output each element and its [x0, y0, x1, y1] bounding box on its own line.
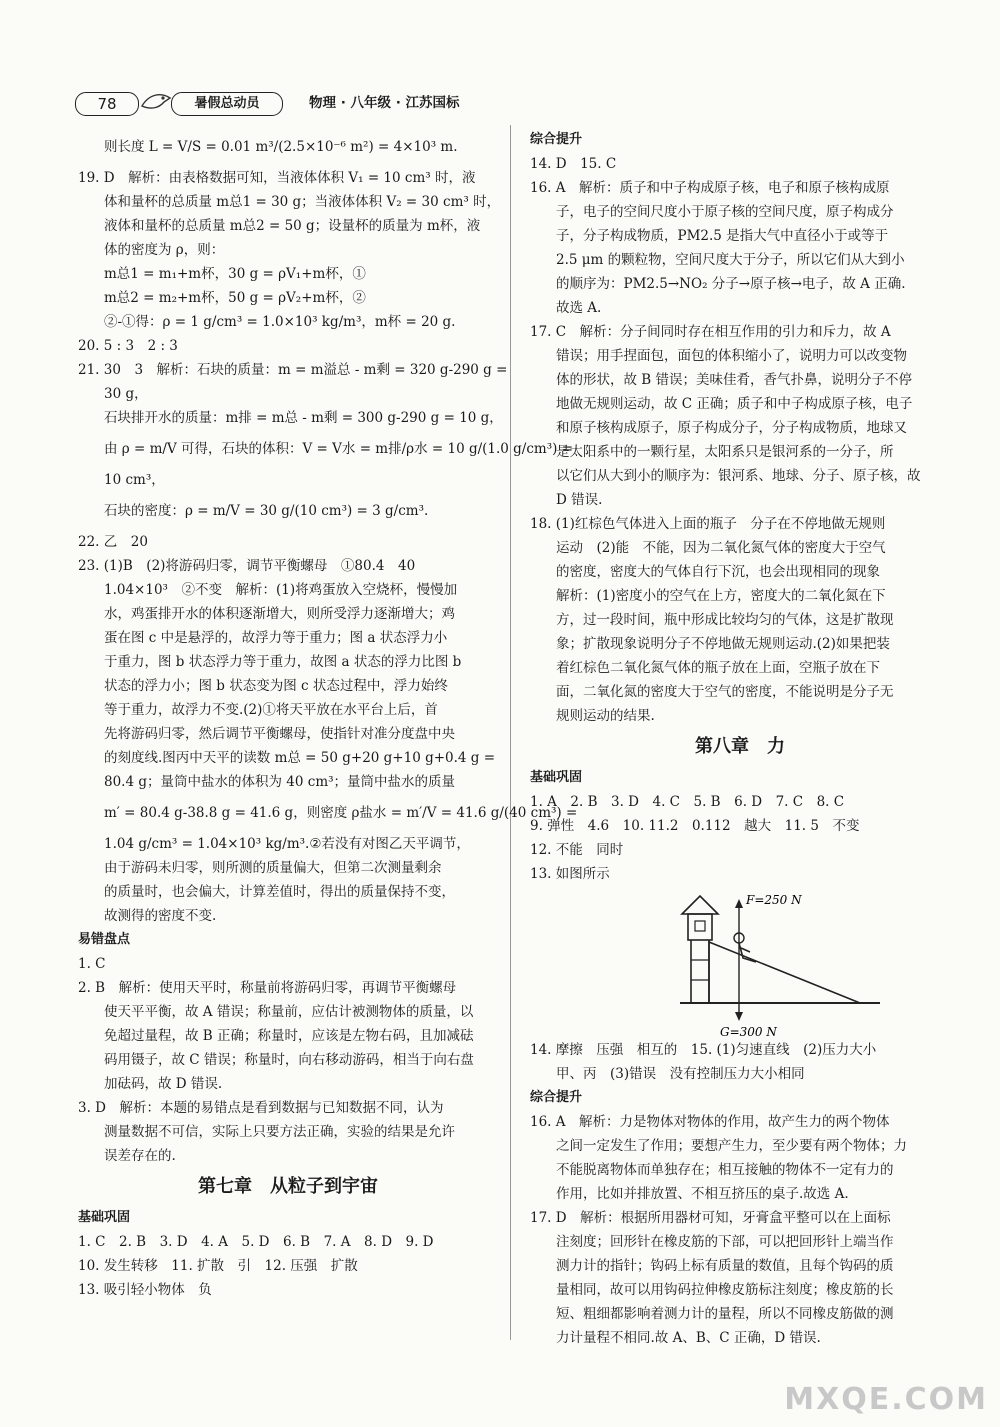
- answer-line: 子，电子的空间尺度小于原子核的空间尺度，原子构成分: [556, 204, 894, 220]
- answer-line: 故选 A.: [556, 300, 602, 316]
- answer-line: 的质量时，也会偏大，计算差值时，得出的质量保持不变，: [104, 884, 455, 900]
- right-column-top: [530, 128, 950, 886]
- answer-line: 体的形状，故 B 错误；美味佳肴，香气扑鼻，说明分子不停: [556, 372, 913, 388]
- answer-line: 10 cm³，: [104, 472, 165, 488]
- answer-line: 是太阳系中的一颗行星，太阳系只是银河系的一分子，所: [556, 444, 894, 460]
- slide-force-figure: [680, 890, 910, 1040]
- book-title: 暑假总动员: [171, 92, 283, 116]
- mascot-icon: [139, 88, 173, 116]
- answer-line: 的密度，密度大的气体自行下沉，也会出现相同的现象: [556, 564, 880, 580]
- answer-line: 2.5 μm 的颗粒物，空间尺度大于分子，所以它们从大到小: [556, 252, 905, 268]
- answer-line: 运动 (2)能 不能，因为二氧化氮气体的密度大于空气: [556, 540, 886, 556]
- answer-line: 先将游码归零，然后调节平衡螺母，使指针对准分度盘中央: [104, 726, 455, 742]
- answer-line: 13. 如图所示: [530, 866, 610, 882]
- answer-line: 17. D 解析：根据所用器材可知，牙膏盒平整可以在上面标: [530, 1210, 891, 1226]
- answer-line: 由 ρ = m/V 可得，石块的体积：V = V水 = m排/ρ水 = 10 g/(1.0 g/cm³) =: [104, 441, 573, 457]
- answer-line: 20. 5 : 3 2 : 3: [78, 338, 178, 354]
- answer-line: 误差存在的.: [104, 1148, 176, 1164]
- answer-line: 加砝码，故 D 错误.: [104, 1076, 223, 1092]
- answer-line: 码用镊子，故 C 错误；称量时，向右移动游码，相当于向右盘: [104, 1052, 474, 1068]
- answer-line: 使天平平衡，故 A 错误；称量前，应估计被测物体的质量，以: [104, 1004, 474, 1020]
- answer-line: 和原子核构成原子，原子构成分子，分子构成物质，地球又: [556, 420, 907, 436]
- answer-line: 不能脱离物体而单独存在；相互接触的物体不一定有力的: [556, 1162, 894, 1178]
- gravity-arrow-head: [735, 1012, 743, 1021]
- answer-line: 地做无规则运动，故 C 正确；质子和中子构成原子核，电子: [556, 396, 913, 412]
- answer-line: 蛋在图 c 中是悬浮的，故浮力等于重力；图 a 状态浮力小: [104, 630, 448, 646]
- answer-line: 1. C 2. B 3. D 4. A 5. D 6. B 7. A 8. D 9. D: [78, 1234, 434, 1250]
- tower-window: [695, 921, 705, 931]
- force-label: F=250 N: [746, 893, 802, 907]
- answer-line: 水，鸡蛋排开水的体积逐渐增大，则所受浮力逐渐增大；鸡: [104, 606, 455, 622]
- answer-line: 着红棕色二氧化氮气体的瓶子放在上面，空瓶子放在下: [556, 660, 880, 676]
- answer-line: 17. C 解析：分子间同时存在相互作用的引力和斥力，故 A: [530, 324, 891, 340]
- answer-line: 免超过量程，故 B 正确；称量时，应该是左物右码，且加减砝: [104, 1028, 474, 1044]
- right-column: [530, 128, 950, 1350]
- answer-line: 测力计的指针；钩码上标有质量的数值，且每个钩码的质: [556, 1258, 894, 1274]
- force-diagram: [530, 886, 950, 1038]
- answer-line: 甲、丙 (3)错误 没有控制压力大小相同: [556, 1066, 805, 1082]
- answer-line: 注刻度；回形针在橡皮筋的下部，可以把回形针上端当作: [556, 1234, 894, 1250]
- answer-line: 作用，比如并排放置、不相互挤压的桌子.故选 A.: [556, 1186, 849, 1202]
- answer-line: 体的密度为 ρ，则：: [104, 242, 225, 258]
- answer-line: 石块的密度：ρ = m/V = 30 g/(10 cm³) = 3 g/cm³.: [104, 503, 429, 519]
- section-heading: 基础巩固: [78, 1210, 131, 1225]
- answer-line: 1. C: [78, 956, 106, 972]
- answer-line: 方，过一段时间，瓶中形成比较均匀的气体，这是扩散现: [556, 612, 894, 628]
- answer-line: 1. A 2. B 3. D 4. C 5. B 6. D 7. C 8. C: [530, 794, 845, 810]
- answer-line: 12. 不能 同时: [530, 842, 624, 858]
- slide: [709, 942, 860, 1003]
- answer-line: 22. 乙 20: [78, 534, 148, 550]
- answer-line: 16. A 解析：质子和中子构成原子核，电子和原子核构成原: [530, 180, 890, 196]
- answer-line: 规则运动的结果.: [556, 708, 655, 724]
- section-heading: 易错盘点: [78, 932, 131, 947]
- answer-line: D 错误.: [556, 492, 603, 508]
- answer-line: 21. 30 3 解析：石块的质量：m = m溢总 - m剩 = 320 g-290 g =: [78, 362, 508, 378]
- answer-line: 1.04 g/cm³ = 1.04×10³ kg/m³.②若没有对图乙天平调节，: [104, 836, 470, 852]
- answer-line: 液体和量杯的总质量 m总2 = 50 g；设量杯的质量为 m杯，液: [104, 218, 481, 234]
- section-heading: 基础巩固: [530, 770, 583, 785]
- answer-line: 30 g，: [104, 386, 148, 402]
- answer-line: 16. A 解析：力是物体对物体的作用，故产生力的两个物体: [530, 1114, 890, 1130]
- answer-line: 则长度 L = V/S = 0.01 m³/(2.5×10⁻⁶ m²) = 4×10³ m.: [104, 139, 458, 155]
- right-column-bottom: [530, 1038, 950, 1350]
- chapter-heading: 第八章 力: [695, 736, 785, 757]
- tower-cabin: [688, 914, 712, 940]
- answer-line: 80.4 g；量筒中盐水的体积为 40 cm³；量筒中盐水的质量: [104, 774, 456, 790]
- answer-line: 力计量程不相同.故 A、B、C 正确，D 错误.: [556, 1330, 821, 1346]
- watermark: [784, 1382, 988, 1417]
- answer-line: 3. D 解析：本题的易错点是看到数据与已知数据不同，认为: [78, 1100, 444, 1116]
- answer-line: 子，分子构成物质，PM2.5 是指大气中直径小于或等于: [556, 228, 889, 244]
- answer-line: m总2 = m₂+m杯，50 g = ρV₂+m杯，②: [104, 290, 366, 306]
- force-arrow-head: [735, 899, 743, 908]
- answer-line: 故测得的密度不变.: [104, 908, 217, 924]
- section-heading: 综合提升: [530, 1090, 583, 1105]
- answer-line: 23. (1)B (2)将游码归零，调节平衡螺母 ①80.4 40: [78, 558, 416, 574]
- answer-line: 石块排开水的质量：m排 = m总 - m剩 = 300 g-290 g = 10 g，: [104, 410, 503, 426]
- answer-line: 13. 吸引轻小物体 负: [78, 1282, 212, 1298]
- answer-line: 测量数据不可信，实际上只要方法正确，实验的结果是允许: [104, 1124, 455, 1140]
- answer-line: 的顺序为：PM2.5→NO₂ 分子→原子核→电子，故 A 正确.: [556, 276, 906, 292]
- answer-line: 14. 摩擦 压强 相互的 15. (1)匀速直线 (2)压力大小: [530, 1042, 877, 1058]
- answer-line: 量相同，故可以用钩码拉伸橡皮筋标注刻度；橡皮筋的长: [556, 1282, 894, 1298]
- gravity-label: G=300 N: [720, 1025, 777, 1039]
- section-heading: 综合提升: [530, 132, 583, 147]
- answer-line: 的刻度线.图丙中天平的读数 m总 = 50 g+20 g+10 g+0.4 g =: [104, 750, 496, 766]
- answer-line: 之间一定发生了作用；要想产生力，至少要有两个物体；力: [556, 1138, 907, 1154]
- answer-line: 19. D 解析：由表格数据可知，当液体体积 V₁ = 10 cm³ 时，液: [78, 170, 476, 186]
- subject-line: 物理 · 八年级 · 江苏国标: [309, 95, 460, 111]
- answer-line: 由于游码未归零，则所测的质量偏大，但第二次测量剩余: [104, 860, 442, 876]
- answer-line: 18. (1)红棕色气体进入上面的瓶子 分子在不停地做无规则: [530, 516, 886, 532]
- answer-line: 短、粗细都影响着测力计的量程，所以不同橡皮筋做的测: [556, 1306, 894, 1322]
- tower-roof: [682, 896, 718, 914]
- answer-line: 9. 弹性 4.6 10. 11.2 0.112 越大 11. 5 不变: [530, 818, 860, 834]
- page-header: [75, 92, 495, 116]
- column-divider: [510, 125, 511, 1340]
- answer-line: ②-①得：ρ = 1 g/cm³ = 1.0×10³ kg/m³，m杯 = 20 g.: [104, 314, 456, 330]
- chapter-heading: 第七章 从粒子到宇宙: [198, 1176, 378, 1197]
- watermark-text: MXQE.COM: [784, 1382, 988, 1417]
- answer-line: 面，二氧化氮的密度大于空气的密度，不能说明是分子无: [556, 684, 894, 700]
- page-number: 78: [75, 92, 139, 116]
- answer-line: 解析：(1)密度小的空气在上方，密度大的二氧化氮在下: [556, 588, 886, 604]
- answer-line: 状态的浮力小；图 b 状态变为图 c 状态过程中，浮力始终: [104, 678, 448, 694]
- answer-line: 10. 发生转移 11. 扩散 引 12. 压强 扩散: [78, 1258, 358, 1274]
- answer-line: 以它们从大到小的顺序为：银河系、地球、分子、原子核，故: [556, 468, 921, 484]
- answer-line: 等于重力，故浮力不变.(2)①将天平放在水平台上后，首: [104, 702, 438, 718]
- answer-line: m′ = 80.4 g-38.8 g = 41.6 g，则密度 ρ盐水 = m′/V = 41.6 g/(40 cm³) =: [104, 805, 578, 821]
- answer-line: 2. B 解析：使用天平时，称量前将游码归零，再调节平衡螺母: [78, 980, 457, 996]
- answer-line: 象；扩散现象说明分子不停地做无规则运动.(2)如果把装: [556, 636, 890, 652]
- answer-line: 1.04×10³ ②不变 解析：(1)将鸡蛋放入空烧杯，慢慢加: [104, 582, 458, 598]
- answer-line: m总1 = m₁+m杯，30 g = ρV₁+m杯，①: [104, 266, 366, 282]
- answer-line: 14. D 15. C: [530, 156, 617, 172]
- answer-line: 于重力，图 b 状态浮力等于重力，故图 a 状态的浮力比图 b: [104, 654, 462, 670]
- answer-line: 体和量杯的总质量 m总1 = 30 g；当液体体积 V₂ = 30 cm³ 时，: [104, 194, 501, 210]
- answer-line: 错误；用手捏面包，面包的体积缩小了，说明力可以改变物: [556, 348, 907, 364]
